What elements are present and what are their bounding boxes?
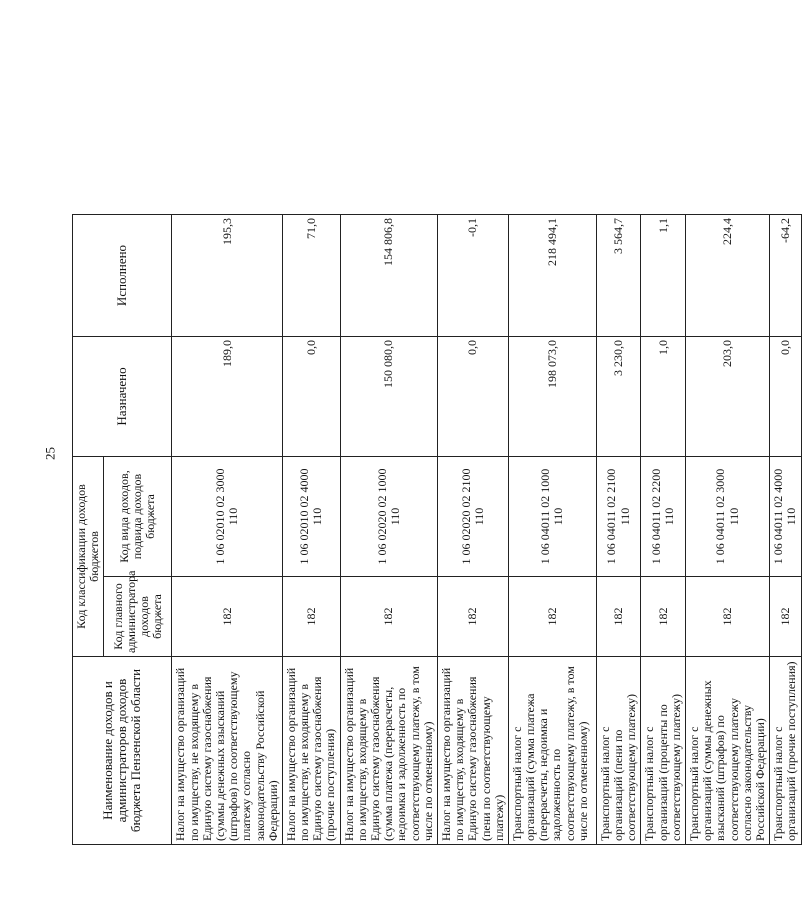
cell-type-code: 1 06 02010 02 3000 110 xyxy=(172,457,283,577)
cell-type-code: 1 06 02020 02 2100 110 xyxy=(437,457,508,577)
header-name: Наименование доходов и администраторов доходов бюджета Пензенской области xyxy=(73,657,172,845)
header-classification-group: Код классификации доходов бюджетов xyxy=(73,457,104,657)
cell-type-code: 1 06 04011 02 4000 110 xyxy=(770,457,801,577)
cell-name: Налог на имущество организаций по имуществу, не входящему в Единую систему газоснабжения (суммы денежных взысканий (штрафов) по соответствующему платежу согласно законодательству Российской Федерации) xyxy=(172,657,283,845)
cell-admin-code: 182 xyxy=(508,577,596,657)
cell-name: Налог на имущество организаций по имуществу, входящему в Единую систему газоснабжения (сумма платежа (перерасчеты, недоимка и задолженность по соответствующему платежу, в том числе по отмененному) xyxy=(340,657,437,845)
header-executed: Исполнено xyxy=(73,215,172,337)
cell-executed: 71,0 xyxy=(282,215,340,337)
table-row xyxy=(172,215,283,845)
table-row xyxy=(686,215,770,845)
cell-executed: -0,1 xyxy=(437,215,508,337)
cell-admin-code: 182 xyxy=(641,577,686,657)
cell-name: Транспортный налог с организаций (проценты по соответствующему платежу) xyxy=(641,657,686,845)
cell-assigned: 150 080,0 xyxy=(340,337,437,457)
table-row xyxy=(508,215,596,845)
cell-admin-code: 182 xyxy=(770,577,801,657)
cell-name: Транспортный налог с организаций (прочие поступления) xyxy=(770,657,801,845)
cell-admin-code: 182 xyxy=(596,577,641,657)
cell-name: Транспортный налог с организаций (сумма платежа (перерасчеты, недоимка и задолженность по соответствующему платежу, в том числе по отмененному) xyxy=(508,657,596,845)
cell-executed: 195,3 xyxy=(172,215,283,337)
cell-executed: -64,2 xyxy=(770,215,801,337)
header-assigned: Назначено xyxy=(73,337,172,457)
cell-admin-code: 182 xyxy=(282,577,340,657)
cell-executed: 224,4 xyxy=(686,215,770,337)
table-row xyxy=(282,215,340,845)
cell-assigned: 198 073,0 xyxy=(508,337,596,457)
cell-assigned: 189,0 xyxy=(172,337,283,457)
cell-executed: 1,1 xyxy=(641,215,686,337)
cell-type-code: 1 06 02020 02 1000 110 xyxy=(340,457,437,577)
header-row-1 xyxy=(73,215,104,845)
cell-type-code: 1 06 04011 02 2100 110 xyxy=(596,457,641,577)
cell-executed: 3 564,7 xyxy=(596,215,641,337)
cell-admin-code: 182 xyxy=(686,577,770,657)
cell-assigned: 3 230,0 xyxy=(596,337,641,457)
table-row xyxy=(340,215,437,845)
header-type-code: Код вида доходов, подвида доходов бюджета xyxy=(104,457,172,577)
page-number: 25 xyxy=(42,447,58,460)
cell-name: Налог на имущество организаций по имуществу, не входящему в Единую систему газоснабжения (прочие поступления) xyxy=(282,657,340,845)
cell-name: Транспортный налог с организаций (суммы денежных взысканий (штрафов) по соответствующему платежу согласно законодательству Российской Федерации) xyxy=(686,657,770,845)
cell-assigned: 0,0 xyxy=(770,337,801,457)
cell-admin-code: 182 xyxy=(172,577,283,657)
table-row xyxy=(596,215,641,845)
rotated-table-container xyxy=(72,215,799,845)
table-row xyxy=(437,215,508,845)
cell-assigned: 0,0 xyxy=(282,337,340,457)
cell-assigned: 203,0 xyxy=(686,337,770,457)
cell-type-code: 1 06 04011 02 3000 110 xyxy=(686,457,770,577)
cell-admin-code: 182 xyxy=(437,577,508,657)
cell-type-code: 1 06 02010 02 4000 110 xyxy=(282,457,340,577)
table-row xyxy=(641,215,686,845)
cell-type-code: 1 06 04011 02 2200 110 xyxy=(641,457,686,577)
cell-name: Транспортный налог с организаций (пени по соответствующему платежу) xyxy=(596,657,641,845)
cell-assigned: 0,0 xyxy=(437,337,508,457)
cell-assigned: 1,0 xyxy=(641,337,686,457)
cell-executed: 218 494,1 xyxy=(508,215,596,337)
cell-type-code: 1 06 04011 02 1000 110 xyxy=(508,457,596,577)
cell-executed: 154 806,8 xyxy=(340,215,437,337)
cell-name: Налог на имущество организаций по имуществу, входящему в Единую систему газоснабжения (пени по соответствующему платежу) xyxy=(437,657,508,845)
income-table xyxy=(72,214,802,845)
cell-admin-code: 182 xyxy=(340,577,437,657)
table-row xyxy=(770,215,801,845)
header-admin-code: Код главного администратора доходов бюджета xyxy=(104,577,172,657)
